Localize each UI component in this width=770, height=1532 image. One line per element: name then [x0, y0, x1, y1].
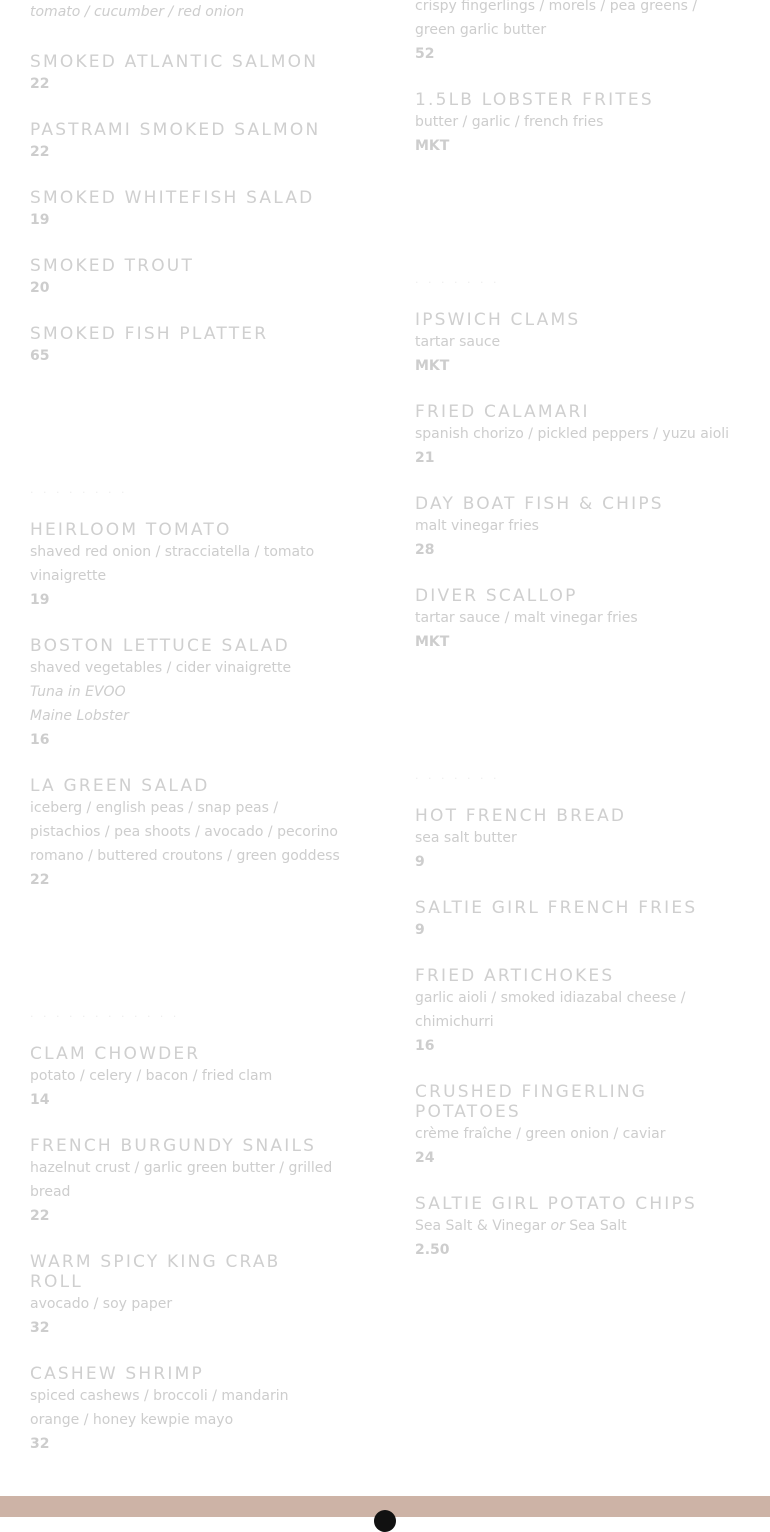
- item-description: avocado / soy paper: [30, 1296, 173, 1312]
- menu-item: [415, 966, 755, 1058]
- item-price: 22: [30, 144, 50, 160]
- menu-item: [30, 52, 375, 96]
- item-price: 52: [415, 46, 435, 62]
- menu-item: [30, 1252, 375, 1340]
- menu-item: [30, 256, 375, 300]
- item-addon: Maine Lobster: [30, 708, 129, 724]
- item-description: butter / garlic / french fries: [415, 114, 604, 130]
- item-description: orange / honey kewpie mayo: [30, 1412, 234, 1428]
- item-price: 20: [30, 280, 50, 296]
- item-description: shaved red onion / stracciatella / tomato: [30, 544, 315, 560]
- menu-item: [30, 520, 375, 612]
- item-name: WARM SPICY KING CRAB: [30, 1252, 281, 1272]
- section-heading-faint: · · · · · · · · · · · ·: [30, 1010, 180, 1018]
- item-description: crème fraîche / green onion / caviar: [415, 1126, 666, 1142]
- item-price: 14: [30, 1092, 50, 1108]
- item-price: MKT: [415, 634, 450, 650]
- item-name: IPSWICH CLAMS: [415, 310, 581, 330]
- footer-bar: [0, 1496, 770, 1517]
- section-heading-faint: · · · · · · ·: [415, 772, 500, 780]
- item-price: 16: [30, 732, 50, 748]
- item-price: 19: [30, 592, 50, 608]
- item-description: potato / celery / bacon / fried clam: [30, 1068, 273, 1084]
- item-price: 22: [30, 872, 50, 888]
- item-description: tartar sauce: [415, 334, 501, 350]
- item-name: SMOKED TROUT: [30, 256, 195, 276]
- item-description: vinaigrette: [30, 568, 107, 584]
- item-description: tomato / cucumber / red onion: [30, 4, 245, 20]
- item-price: 21: [415, 450, 435, 466]
- item-name: SALTIE GIRL POTATO CHIPS: [415, 1194, 697, 1214]
- item-description: hazelnut crust / garlic green butter / grilled: [30, 1160, 333, 1176]
- menu-item: [415, 402, 755, 470]
- item-price: 22: [30, 1208, 50, 1224]
- item-name: BOSTON LETTUCE SALAD: [30, 636, 290, 656]
- menu-item: [415, 310, 755, 378]
- menu-item: [30, 776, 375, 892]
- item-description: iceberg / english peas / snap peas /: [30, 800, 279, 816]
- item-description: garlic aioli / smoked idiazabal cheese /: [415, 990, 686, 1006]
- item-price: MKT: [415, 138, 450, 154]
- item-price: 24: [415, 1150, 435, 1166]
- menu-item: [30, 1044, 375, 1112]
- menu-item: [415, 898, 755, 942]
- item-name: CLAM CHOWDER: [30, 1044, 201, 1064]
- menu-item: [415, 494, 755, 562]
- item-price: 9: [415, 854, 425, 870]
- item-price: 2.50: [415, 1242, 450, 1258]
- item-price: 32: [30, 1436, 50, 1452]
- item-name: SMOKED FISH PLATTER: [30, 324, 269, 344]
- section-heading-faint: · · · · · · ·: [415, 276, 500, 284]
- menu-item: [415, 1194, 755, 1262]
- menu-item: [30, 188, 375, 232]
- item-name: SALTIE GIRL FRENCH FRIES: [415, 898, 698, 918]
- desc-part: Sea Salt & Vinegar: [415, 1218, 551, 1234]
- item-description: sea salt butter: [415, 830, 517, 846]
- desc-part: Sea Salt: [564, 1218, 627, 1234]
- item-name: PASTRAMI SMOKED SALMON: [30, 120, 321, 140]
- chat-bubble-icon[interactable]: [374, 1510, 396, 1532]
- item-description: tartar sauce / malt vinegar fries: [415, 610, 638, 626]
- menu-item: [415, 586, 755, 654]
- item-name-continued: ROLL: [30, 1272, 83, 1292]
- item-description: [415, 1214, 755, 1238]
- item-description: spanish chorizo / pickled peppers / yuzu aioli: [415, 426, 730, 442]
- item-description: pistachios / pea shoots / avocado / pecorino: [30, 824, 338, 840]
- item-name: HEIRLOOM TOMATO: [30, 520, 232, 540]
- menu-item: [415, 1082, 755, 1170]
- item-name: CASHEW SHRIMP: [30, 1364, 204, 1384]
- item-name: FRIED CALAMARI: [415, 402, 590, 422]
- menu-item: [415, 0, 755, 66]
- menu-item: [30, 1364, 375, 1456]
- item-price: 28: [415, 542, 435, 558]
- item-price: 65: [30, 348, 50, 364]
- item-price: 22: [30, 76, 50, 92]
- item-price: 19: [30, 212, 50, 228]
- item-description: malt vinegar fries: [415, 518, 539, 534]
- item-name: CRUSHED FINGERLING: [415, 1082, 648, 1102]
- item-name: DAY BOAT FISH & CHIPS: [415, 494, 664, 514]
- item-description: bread: [30, 1184, 71, 1200]
- item-name: SMOKED WHITEFISH SALAD: [30, 188, 315, 208]
- section-heading-faint: · · · · · · · ·: [30, 486, 128, 494]
- item-price: MKT: [415, 358, 450, 374]
- item-addon: Tuna in EVOO: [30, 684, 126, 700]
- desc-or: or: [550, 1218, 565, 1234]
- menu-item: [415, 806, 755, 874]
- item-description: spiced cashews / broccoli / mandarin: [30, 1388, 289, 1404]
- item-price: 32: [30, 1320, 50, 1336]
- item-price: 9: [415, 922, 425, 938]
- menu-item: [30, 324, 375, 368]
- item-name: FRIED ARTICHOKES: [415, 966, 615, 986]
- menu-item: [30, 120, 375, 164]
- item-name: 1.5LB LOBSTER FRITES: [415, 90, 654, 110]
- menu-item: [415, 90, 755, 158]
- item-description: chimichurri: [415, 1014, 494, 1030]
- item-name: SMOKED ATLANTIC SALMON: [30, 52, 319, 72]
- item-name: HOT FRENCH BREAD: [415, 806, 627, 826]
- item-name: DIVER SCALLOP: [415, 586, 578, 606]
- item-description: green garlic butter: [415, 22, 547, 38]
- item-name: FRENCH BURGUNDY SNAILS: [30, 1136, 317, 1156]
- menu-item: [30, 1136, 375, 1228]
- item-name-continued: POTATOES: [415, 1102, 521, 1122]
- item-name: LA GREEN SALAD: [30, 776, 210, 796]
- item-description: shaved vegetables / cider vinaigrette: [30, 660, 292, 676]
- item-price: 16: [415, 1038, 435, 1054]
- menu-item: [30, 636, 375, 752]
- item-description: romano / buttered croutons / green goddess: [30, 848, 340, 864]
- item-description: crispy fingerlings / morels / pea greens /: [415, 0, 698, 14]
